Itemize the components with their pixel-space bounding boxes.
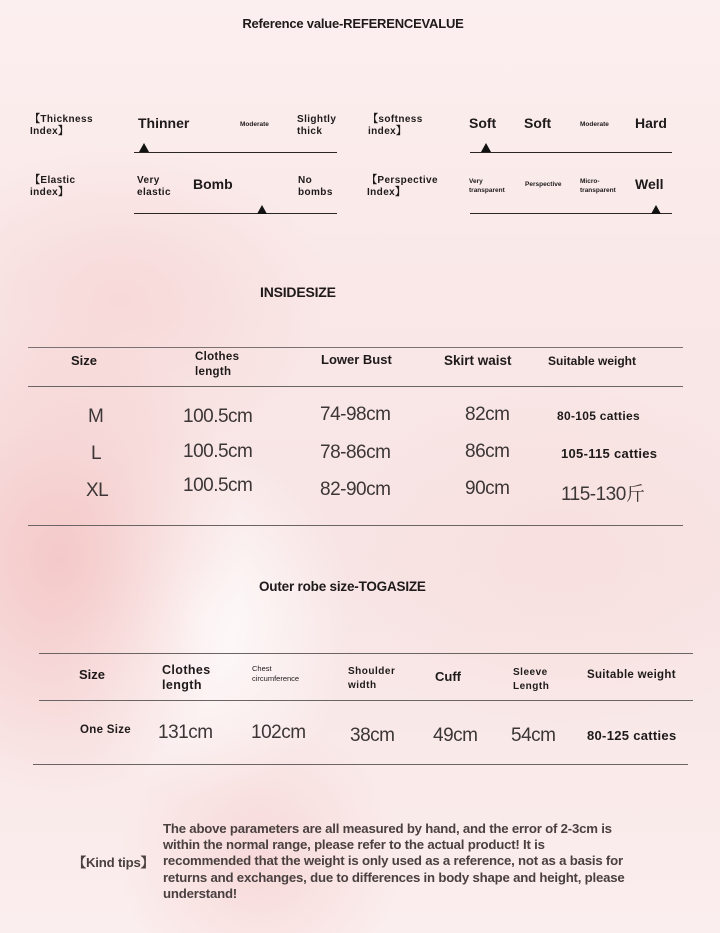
label-line: index】 bbox=[368, 126, 407, 137]
cell-skirt-waist: 90cm bbox=[465, 478, 510, 499]
header-line: Clothes bbox=[162, 663, 211, 677]
option-line: Slightly bbox=[297, 114, 337, 125]
header-clothes-length bbox=[162, 663, 211, 693]
option-line: Very bbox=[137, 175, 160, 186]
cell-lower-bust: 82-90cm bbox=[320, 479, 391, 500]
table-bottom-border bbox=[33, 764, 688, 765]
option-thinner: Thinner bbox=[138, 115, 190, 131]
cell-sleeve-length: 54cm bbox=[511, 725, 556, 746]
cell-lower-bust: 74-98cm bbox=[320, 404, 391, 425]
header-skirt-waist: Skirt waist bbox=[444, 353, 512, 368]
cell-cuff: 49cm bbox=[433, 725, 478, 746]
cell-suitable-weight: 80-105 catties bbox=[557, 409, 640, 423]
label-line: index】 bbox=[30, 187, 69, 198]
option-hard: Hard bbox=[635, 115, 667, 131]
kind-tips-text bbox=[163, 821, 693, 902]
label-line: 【softness bbox=[368, 114, 423, 125]
option-line: Very bbox=[469, 178, 483, 185]
option-micro-transparent bbox=[580, 177, 616, 195]
toga-size-title: Outer robe size-TOGASIZE bbox=[259, 579, 426, 594]
header-suitable-weight: Suitable weight bbox=[587, 669, 676, 681]
tips-line: recommended that the weight is only used as a reference, not as a basis for bbox=[163, 853, 623, 869]
perspective-scale-line bbox=[470, 213, 672, 214]
cell-size: L bbox=[91, 443, 102, 464]
thickness-marker-icon bbox=[139, 143, 149, 152]
thickness-scale-line bbox=[134, 152, 337, 153]
softness-scale-line bbox=[470, 152, 672, 153]
tips-line: understand! bbox=[163, 885, 237, 901]
cell-shoulder-width: 38cm bbox=[350, 725, 395, 746]
header-line: circumference bbox=[252, 674, 300, 683]
option-line: transparent bbox=[580, 187, 616, 194]
softness-marker-icon bbox=[481, 143, 491, 152]
cell-clothes-length: 131cm bbox=[158, 722, 213, 743]
header-suitable-weight: Suitable weight bbox=[548, 354, 637, 368]
cell-lower-bust: 78-86cm bbox=[320, 442, 391, 463]
cell-clothes-length: 100.5cm bbox=[183, 441, 253, 462]
option-very-transparent bbox=[469, 177, 505, 195]
tips-line: returns and exchanges, due to differences in body shape and height, please bbox=[163, 869, 625, 885]
header-cuff: Cuff bbox=[435, 669, 461, 684]
table-top-border bbox=[28, 347, 683, 348]
option-moderate: Moderate bbox=[580, 121, 609, 128]
option-well: Well bbox=[635, 176, 664, 192]
option-line: Micro- bbox=[580, 178, 600, 185]
cell-clothes-length: 100.5cm bbox=[183, 406, 253, 427]
header-bottom-border bbox=[28, 386, 683, 387]
softness-index-label bbox=[368, 114, 423, 138]
option-bomb: Bomb bbox=[193, 176, 233, 192]
elastic-scale-line bbox=[134, 213, 337, 214]
header-lower-bust: Lower Bust bbox=[321, 352, 392, 367]
header-line: Sleeve bbox=[513, 667, 548, 678]
cell-size: M bbox=[88, 406, 104, 427]
table-top-border bbox=[39, 653, 693, 654]
elastic-index-label bbox=[30, 175, 75, 199]
cell-skirt-waist: 82cm bbox=[465, 404, 510, 425]
header-sleeve-length bbox=[513, 666, 549, 694]
label-line: Index】 bbox=[367, 187, 406, 198]
header-line: Chest bbox=[252, 664, 272, 673]
header-line: Clothes bbox=[195, 351, 240, 363]
option-moderate: Moderate bbox=[240, 121, 269, 128]
header-line: width bbox=[348, 680, 377, 691]
cell-suitable-weight: 80-125 catties bbox=[587, 728, 677, 743]
option-line: transparent bbox=[469, 187, 505, 194]
cell-size: One Size bbox=[80, 724, 131, 736]
option-line: elastic bbox=[137, 187, 171, 198]
option-soft-2: Soft bbox=[524, 115, 552, 131]
label-line: 【Perspective bbox=[367, 175, 438, 186]
kind-tips-label: 【Kind tips】 bbox=[73, 855, 154, 870]
header-size: Size bbox=[79, 667, 106, 682]
reference-title: Reference value-REFERENCEVALUE bbox=[242, 16, 464, 31]
tips-line: within the normal range, please refer to the actual product! It is bbox=[163, 837, 545, 853]
elastic-marker-icon bbox=[257, 205, 267, 214]
header-shoulder-width bbox=[348, 665, 395, 693]
label-line: 【Thickness bbox=[30, 114, 93, 125]
option-line: bombs bbox=[298, 187, 333, 198]
table-bottom-border bbox=[28, 525, 683, 526]
tips-line: The above parameters are all measured by hand, and the error of 2-3cm is bbox=[163, 821, 612, 836]
header-line: Shoulder bbox=[348, 666, 396, 677]
cell-clothes-length: 100.5cm bbox=[183, 475, 253, 496]
option-no-bombs bbox=[298, 175, 333, 199]
inside-size-title: INSIDESIZE bbox=[260, 284, 336, 300]
thickness-index-label bbox=[30, 114, 93, 138]
option-line: thick bbox=[297, 126, 323, 137]
label-line: Index】 bbox=[30, 126, 69, 137]
option-slightly-thick bbox=[297, 114, 336, 138]
option-perspective: Perspective bbox=[525, 181, 562, 188]
option-soft-1: Soft bbox=[469, 115, 497, 131]
cell-suitable-weight: 105-115 catties bbox=[561, 446, 658, 461]
cell-suitable-weight: 115-130斤 bbox=[561, 484, 645, 505]
perspective-index-label bbox=[367, 175, 438, 199]
header-chest-circumference bbox=[252, 664, 299, 684]
cell-skirt-waist: 86cm bbox=[465, 441, 510, 462]
cell-size: XL bbox=[86, 480, 109, 501]
option-line: No bbox=[298, 175, 313, 186]
header-size: Size bbox=[71, 353, 98, 368]
header-line: length bbox=[195, 366, 232, 378]
header-clothes-length bbox=[195, 350, 239, 380]
cell-chest: 102cm bbox=[251, 722, 306, 743]
label-line: 【Elastic bbox=[30, 175, 76, 186]
header-line: Length bbox=[513, 681, 550, 692]
header-line: length bbox=[162, 678, 202, 692]
perspective-marker-icon bbox=[651, 205, 661, 214]
option-very-elastic bbox=[137, 175, 171, 199]
header-bottom-border bbox=[39, 700, 693, 701]
